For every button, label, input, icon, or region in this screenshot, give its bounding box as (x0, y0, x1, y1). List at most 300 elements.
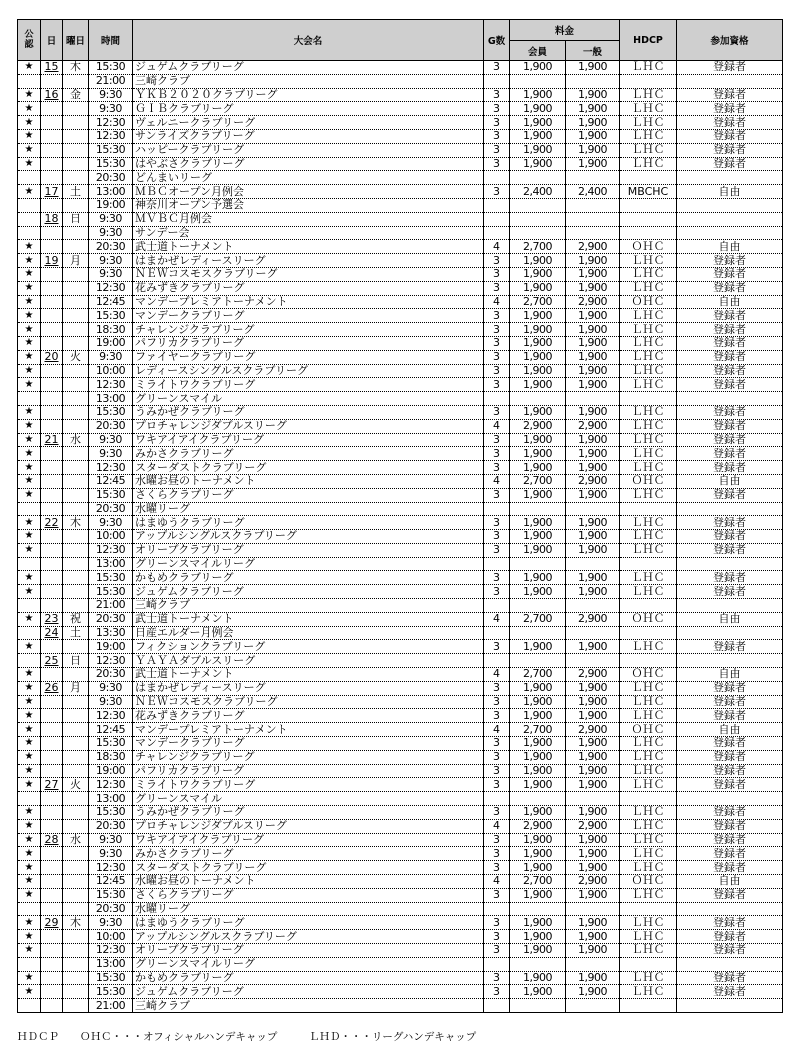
games-cell: 3 (484, 640, 510, 654)
eligibility-cell: 登録者 (677, 916, 783, 930)
table-row (18, 198, 783, 212)
star-mark (18, 74, 41, 88)
eligibility-cell (677, 502, 783, 516)
eligibility-cell: 登録者 (677, 419, 783, 433)
event-name-cell: ジュゲムクラブリーグ (133, 585, 484, 599)
eligibility-cell: 登録者 (677, 971, 783, 985)
hdcp-cell (620, 957, 677, 971)
member-fee-cell: 1,900 (510, 543, 566, 557)
games-cell: 3 (484, 861, 510, 875)
general-fee-cell: 1,900 (566, 585, 620, 599)
event-name-cell: はまゆうクラブリーグ (133, 516, 484, 530)
table-row (18, 336, 783, 350)
header-eligibility: 参加資格 (677, 20, 783, 61)
event-name-cell: マンデープレミアトーナメント (133, 295, 484, 309)
table-row (18, 957, 783, 971)
event-name-cell: サンライズクラブリーグ (133, 129, 484, 143)
hdcp-cell (620, 171, 677, 185)
member-fee-cell: 1,900 (510, 405, 566, 419)
day-cell (41, 530, 63, 544)
time-cell: 13:00 (89, 392, 133, 406)
star-mark: ★ (18, 323, 41, 337)
star-mark: ★ (18, 61, 41, 75)
day-cell: 15 (41, 61, 63, 75)
event-name-cell: 神奈川オープン予選会 (133, 198, 484, 212)
table-row (18, 185, 783, 199)
eligibility-cell: 登録者 (677, 709, 783, 723)
eligibility-cell: 登録者 (677, 267, 783, 281)
table-row (18, 419, 783, 433)
member-fee-cell: 1,900 (510, 778, 566, 792)
eligibility-cell: 登録者 (677, 640, 783, 654)
general-fee-cell: 2,900 (566, 295, 620, 309)
games-cell: 3 (484, 281, 510, 295)
event-name-cell: チャレンジクラブリーグ (133, 323, 484, 337)
games-cell: 4 (484, 474, 510, 488)
table-row (18, 999, 783, 1013)
event-name-cell: グリーンスマイル (133, 792, 484, 806)
games-cell (484, 626, 510, 640)
event-name-cell: はまかぜレディースリーグ (133, 681, 484, 695)
general-fee-cell (566, 212, 620, 226)
event-name-cell: さくらクラブリーグ (133, 488, 484, 502)
table-row (18, 212, 783, 226)
games-cell: 3 (484, 143, 510, 157)
day-cell (41, 295, 63, 309)
event-name-cell: スターダストクラブリーグ (133, 861, 484, 875)
star-mark: ★ (18, 709, 41, 723)
day-cell (41, 861, 63, 875)
time-cell: 18:30 (89, 750, 133, 764)
table-row (18, 488, 783, 502)
day-cell: 26 (41, 681, 63, 695)
weekday-cell (63, 129, 89, 143)
star-mark (18, 226, 41, 240)
hdcp-cell: ＬＨＣ (620, 267, 677, 281)
weekday-cell (63, 543, 89, 557)
eligibility-cell: 登録者 (677, 143, 783, 157)
event-name-cell: ミライトワクラブリーグ (133, 778, 484, 792)
star-mark: ★ (18, 267, 41, 281)
eligibility-cell: 自由 (677, 723, 783, 737)
day-cell (41, 764, 63, 778)
event-name-cell: 水曜リーグ (133, 902, 484, 916)
day-cell (41, 585, 63, 599)
hdcp-cell: ＬＨＣ (620, 350, 677, 364)
day-cell (41, 143, 63, 157)
time-cell: 15:30 (89, 157, 133, 171)
hdcp-cell: ＯＨＣ (620, 295, 677, 309)
member-fee-cell: 1,900 (510, 971, 566, 985)
general-fee-cell: 1,900 (566, 116, 620, 130)
general-fee-cell: 1,900 (566, 764, 620, 778)
event-name-cell: はまかぜレディースリーグ (133, 254, 484, 268)
star-mark: ★ (18, 254, 41, 268)
event-name-cell: みかさクラブリーグ (133, 847, 484, 861)
event-name-cell: 三崎クラブ (133, 74, 484, 88)
general-fee-cell (566, 226, 620, 240)
star-mark: ★ (18, 419, 41, 433)
hdcp-cell: ＬＨＣ (620, 985, 677, 999)
general-fee-cell: 1,900 (566, 530, 620, 544)
games-cell (484, 74, 510, 88)
eligibility-cell (677, 198, 783, 212)
table-row (18, 833, 783, 847)
star-mark: ★ (18, 240, 41, 254)
member-fee-cell: 1,900 (510, 585, 566, 599)
star-mark (18, 654, 41, 668)
member-fee-cell: 2,700 (510, 474, 566, 488)
general-fee-cell (566, 654, 620, 668)
member-fee-cell (510, 792, 566, 806)
eligibility-cell (677, 999, 783, 1013)
time-cell: 9:30 (89, 847, 133, 861)
schedule-container (17, 19, 783, 1013)
eligibility-cell: 登録者 (677, 764, 783, 778)
star-mark: ★ (18, 447, 41, 461)
event-name-cell: プロチャレンジダブルスリーグ (133, 419, 484, 433)
day-cell (41, 364, 63, 378)
hdcp-cell: ＬＨＣ (620, 61, 677, 75)
eligibility-cell (677, 74, 783, 88)
table-row (18, 612, 783, 626)
day-cell (41, 709, 63, 723)
header-day: 日 (41, 20, 63, 61)
general-fee-cell: 2,900 (566, 612, 620, 626)
star-mark: ★ (18, 833, 41, 847)
table-row (18, 447, 783, 461)
table-row (18, 985, 783, 999)
hdcp-cell: ＬＨＣ (620, 750, 677, 764)
general-fee-cell: 1,900 (566, 543, 620, 557)
star-mark: ★ (18, 695, 41, 709)
games-cell: 3 (484, 585, 510, 599)
eligibility-cell: 自由 (677, 240, 783, 254)
weekday-cell: 木 (63, 916, 89, 930)
event-name-cell: ハッピークラブリーグ (133, 143, 484, 157)
event-name-cell: ミライトワクラブリーグ (133, 378, 484, 392)
day-cell (41, 599, 63, 613)
day-cell (41, 323, 63, 337)
time-cell: 9:30 (89, 695, 133, 709)
event-name-cell: 水曜お昼のトーナメント (133, 474, 484, 488)
star-mark: ★ (18, 778, 41, 792)
weekday-cell (63, 723, 89, 737)
time-cell: 15:30 (89, 985, 133, 999)
table-row (18, 916, 783, 930)
general-fee-cell: 2,900 (566, 419, 620, 433)
general-fee-cell: 1,900 (566, 681, 620, 695)
table-row (18, 930, 783, 944)
day-cell: 16 (41, 88, 63, 102)
table-row (18, 129, 783, 143)
weekday-cell: 木 (63, 61, 89, 75)
games-cell: 3 (484, 336, 510, 350)
games-cell: 3 (484, 971, 510, 985)
weekday-cell (63, 971, 89, 985)
schedule-body (18, 61, 783, 1013)
games-cell: 3 (484, 323, 510, 337)
member-fee-cell: 1,900 (510, 944, 566, 958)
event-name-cell: かもめクラブリーグ (133, 971, 484, 985)
weekday-cell (63, 143, 89, 157)
star-mark: ★ (18, 944, 41, 958)
hdcp-cell: ＬＨＣ (620, 336, 677, 350)
hdcp-cell (620, 212, 677, 226)
member-fee-cell: 1,900 (510, 530, 566, 544)
star-mark: ★ (18, 930, 41, 944)
event-name-cell: マンデークラブリーグ (133, 737, 484, 751)
member-fee-cell: 1,900 (510, 806, 566, 820)
day-cell (41, 116, 63, 130)
general-fee-cell: 1,900 (566, 323, 620, 337)
weekday-cell (63, 737, 89, 751)
hdcp-cell: ＬＨＣ (620, 709, 677, 723)
weekday-cell (63, 764, 89, 778)
star-mark: ★ (18, 723, 41, 737)
event-name-cell: ＮＥＷコスモスクラブリーグ (133, 695, 484, 709)
day-cell (41, 226, 63, 240)
star-mark (18, 212, 41, 226)
member-fee-cell (510, 226, 566, 240)
member-fee-cell: 1,900 (510, 640, 566, 654)
eligibility-cell (677, 599, 783, 613)
weekday-cell: 月 (63, 681, 89, 695)
day-cell (41, 737, 63, 751)
eligibility-cell: 登録者 (677, 405, 783, 419)
general-fee-cell (566, 957, 620, 971)
time-cell: 19:00 (89, 336, 133, 350)
day-cell (41, 157, 63, 171)
eligibility-cell: 自由 (677, 668, 783, 682)
weekday-cell (63, 419, 89, 433)
eligibility-cell: 登録者 (677, 447, 783, 461)
table-row (18, 861, 783, 875)
weekday-cell: 祝 (63, 612, 89, 626)
eligibility-cell (677, 171, 783, 185)
games-cell: 3 (484, 778, 510, 792)
hdcp-cell: MBCHC (620, 185, 677, 199)
day-cell (41, 198, 63, 212)
general-fee-cell: 1,900 (566, 944, 620, 958)
weekday-cell: 土 (63, 185, 89, 199)
general-fee-cell: 1,900 (566, 254, 620, 268)
hdcp-cell: ＬＨＣ (620, 419, 677, 433)
hdcp-cell: ＬＨＣ (620, 806, 677, 820)
weekday-cell: 土 (63, 626, 89, 640)
weekday-cell: 木 (63, 516, 89, 530)
time-cell: 15:30 (89, 737, 133, 751)
weekday-cell (63, 267, 89, 281)
header-games: G数 (484, 20, 510, 61)
eligibility-cell: 登録者 (677, 364, 783, 378)
time-cell: 9:30 (89, 254, 133, 268)
hdcp-cell (620, 626, 677, 640)
games-cell: 3 (484, 944, 510, 958)
star-mark: ★ (18, 309, 41, 323)
event-name-cell: ファイヤークラブリーグ (133, 350, 484, 364)
member-fee-cell (510, 902, 566, 916)
eligibility-cell: 登録者 (677, 116, 783, 130)
hdcp-cell (620, 599, 677, 613)
general-fee-cell: 1,900 (566, 267, 620, 281)
table-row (18, 792, 783, 806)
weekday-cell (63, 378, 89, 392)
eligibility-cell: 登録者 (677, 309, 783, 323)
general-fee-cell: 2,900 (566, 668, 620, 682)
day-cell (41, 723, 63, 737)
time-cell: 15:30 (89, 488, 133, 502)
member-fee-cell (510, 502, 566, 516)
hdcp-cell: ＬＨＣ (620, 737, 677, 751)
games-cell (484, 999, 510, 1013)
event-name-cell: グリーンスマイル (133, 392, 484, 406)
eligibility-cell: 登録者 (677, 254, 783, 268)
weekday-cell (63, 985, 89, 999)
time-cell: 15:30 (89, 806, 133, 820)
general-fee-cell: 1,900 (566, 778, 620, 792)
star-mark: ★ (18, 378, 41, 392)
weekday-cell: 日 (63, 654, 89, 668)
hdcp-cell: ＬＨＣ (620, 323, 677, 337)
event-name-cell: 水曜リーグ (133, 502, 484, 516)
member-fee-cell (510, 654, 566, 668)
day-cell (41, 543, 63, 557)
general-fee-cell (566, 392, 620, 406)
table-row (18, 626, 783, 640)
star-mark: ★ (18, 143, 41, 157)
member-fee-cell: 1,900 (510, 985, 566, 999)
table-row (18, 709, 783, 723)
day-cell (41, 474, 63, 488)
hdcp-cell: ＬＨＣ (620, 488, 677, 502)
table-row (18, 640, 783, 654)
games-cell: 3 (484, 433, 510, 447)
hdcp-cell (620, 226, 677, 240)
hdcp-cell: ＬＨＣ (620, 819, 677, 833)
games-cell: 3 (484, 847, 510, 861)
member-fee-cell: 1,900 (510, 336, 566, 350)
general-fee-cell: 1,900 (566, 847, 620, 861)
star-mark: ★ (18, 295, 41, 309)
general-fee-cell (566, 902, 620, 916)
day-cell: 20 (41, 350, 63, 364)
eligibility-cell: 登録者 (677, 102, 783, 116)
day-cell (41, 336, 63, 350)
hdcp-cell: ＬＨＣ (620, 930, 677, 944)
games-cell: 3 (484, 833, 510, 847)
general-fee-cell: 1,900 (566, 806, 620, 820)
time-cell: 12:30 (89, 116, 133, 130)
member-fee-cell: 1,900 (510, 888, 566, 902)
star-mark: ★ (18, 102, 41, 116)
day-cell (41, 129, 63, 143)
time-cell: 9:30 (89, 226, 133, 240)
general-fee-cell: 1,900 (566, 985, 620, 999)
hdcp-cell: ＯＨＣ (620, 875, 677, 889)
weekday-cell (63, 861, 89, 875)
event-name-cell: 武士道トーナメント (133, 612, 484, 626)
header-koushiki: 公認 (18, 20, 41, 61)
event-name-cell: パフリカクラブリーグ (133, 336, 484, 350)
table-row (18, 267, 783, 281)
games-cell: 4 (484, 419, 510, 433)
table-row (18, 516, 783, 530)
hdcp-cell: ＬＨＣ (620, 143, 677, 157)
eligibility-cell: 登録者 (677, 129, 783, 143)
day-cell (41, 240, 63, 254)
table-row (18, 61, 783, 75)
member-fee-cell: 1,900 (510, 930, 566, 944)
day-cell (41, 419, 63, 433)
general-fee-cell: 1,900 (566, 488, 620, 502)
time-cell: 10:00 (89, 930, 133, 944)
general-fee-cell: 1,900 (566, 695, 620, 709)
member-fee-cell: 1,900 (510, 378, 566, 392)
hdcp-cell: ＯＨＣ (620, 612, 677, 626)
hdcp-cell (620, 654, 677, 668)
hdcp-cell: ＬＨＣ (620, 764, 677, 778)
header-fee: 料金 (510, 20, 620, 41)
general-fee-cell: 1,900 (566, 861, 620, 875)
event-name-cell: スターダストクラブリーグ (133, 461, 484, 475)
games-cell: 3 (484, 309, 510, 323)
general-fee-cell: 1,900 (566, 640, 620, 654)
eligibility-cell: 登録者 (677, 737, 783, 751)
time-cell: 12:30 (89, 281, 133, 295)
day-cell (41, 902, 63, 916)
footer-legend: ＨＤＣＰ ＯＨＣ・・・オフィシャルハンデキャップ ＬＨＤ・・・リーグハンデキャップ (17, 1031, 477, 1043)
member-fee-cell: 2,700 (510, 240, 566, 254)
table-row (18, 240, 783, 254)
member-fee-cell: 1,900 (510, 681, 566, 695)
weekday-cell (63, 323, 89, 337)
general-fee-cell: 1,900 (566, 364, 620, 378)
table-row (18, 847, 783, 861)
table-row (18, 309, 783, 323)
hdcp-cell: ＬＨＣ (620, 916, 677, 930)
time-cell: 12:30 (89, 944, 133, 958)
event-name-cell: ＮＥＷコスモスクラブリーグ (133, 267, 484, 281)
eligibility-cell: 登録者 (677, 847, 783, 861)
hdcp-cell: ＬＨＣ (620, 516, 677, 530)
time-cell: 13:00 (89, 557, 133, 571)
member-fee-cell: 1,900 (510, 364, 566, 378)
star-mark: ★ (18, 405, 41, 419)
weekday-cell (63, 571, 89, 585)
event-name-cell: ＹＫＢ２０２０クラブリーグ (133, 88, 484, 102)
time-cell: 20:30 (89, 240, 133, 254)
games-cell: 3 (484, 88, 510, 102)
games-cell: 3 (484, 157, 510, 171)
weekday-cell: 水 (63, 833, 89, 847)
star-mark (18, 792, 41, 806)
games-cell: 4 (484, 240, 510, 254)
star-mark: ★ (18, 916, 41, 930)
day-cell (41, 668, 63, 682)
table-row (18, 875, 783, 889)
time-cell: 12:45 (89, 295, 133, 309)
general-fee-cell: 1,900 (566, 157, 620, 171)
weekday-cell (63, 405, 89, 419)
hdcp-cell: ＬＨＣ (620, 571, 677, 585)
star-mark: ★ (18, 640, 41, 654)
time-cell: 15:30 (89, 971, 133, 985)
games-cell: 4 (484, 723, 510, 737)
table-row (18, 571, 783, 585)
day-cell (41, 819, 63, 833)
hdcp-cell: ＬＨＣ (620, 681, 677, 695)
